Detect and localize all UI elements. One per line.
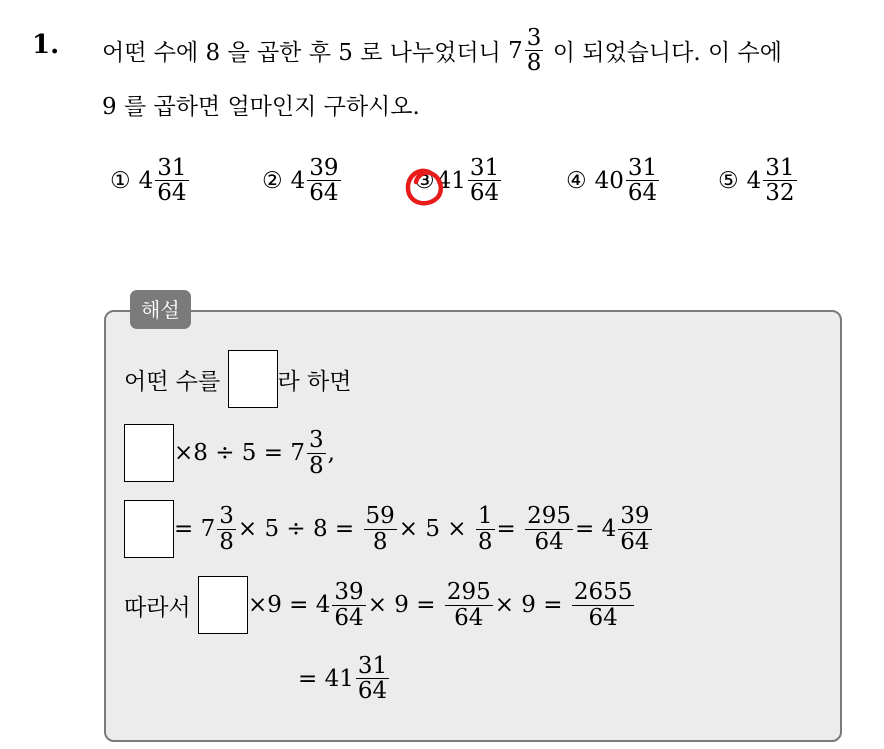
solution-text: 따라서 <box>124 594 191 621</box>
question-line-1 <box>102 26 782 75</box>
fraction-numerator: 39 <box>309 155 339 181</box>
unknown-box <box>124 424 174 482</box>
choice-1-whole: 4 <box>138 167 154 194</box>
choice-2-fraction <box>307 156 340 205</box>
solution-text: 라 하면 <box>277 368 352 395</box>
solution-fraction <box>307 428 326 477</box>
fraction-numerator: 31 <box>469 155 500 181</box>
solution-expr: × 9 = <box>494 592 563 618</box>
fraction-numerator: 2655 <box>573 579 633 606</box>
fraction-numerator: 59 <box>365 503 395 530</box>
fraction-denominator: 64 <box>357 678 388 705</box>
unknown-box <box>124 500 174 558</box>
fraction-denominator: 64 <box>157 180 187 207</box>
solution-fraction <box>217 504 236 553</box>
choice-4-fraction <box>626 156 659 205</box>
solution-line-3 <box>124 500 654 558</box>
answer-circle-mark <box>402 164 446 212</box>
fraction-denominator: 8 <box>526 50 542 77</box>
solution-expr: ×8 ÷ 5 = 7 <box>174 440 305 466</box>
choice-4-label: ④ <box>566 167 587 194</box>
fraction-denominator: 32 <box>765 180 795 207</box>
solution-fraction <box>364 504 397 553</box>
fraction-denominator: 64 <box>534 528 564 555</box>
question-text-end: 이 되었습니다. 이 수에 <box>552 40 782 67</box>
solution-tag: 해설 <box>130 290 191 329</box>
fraction-denominator: 8 <box>477 528 493 555</box>
solution-fraction <box>332 580 365 629</box>
question-fraction <box>525 26 544 75</box>
fraction-denominator: 8 <box>308 452 324 479</box>
choice-5-label: ⑤ <box>718 167 739 194</box>
solution-fraction <box>525 504 573 553</box>
solution-expr: ×9 = 4 <box>247 592 331 618</box>
solution-expr: × 9 = <box>367 592 436 618</box>
fraction-numerator: 31 <box>357 653 388 679</box>
fraction-denominator: 64 <box>334 604 364 631</box>
fraction-numerator: 3 <box>308 427 324 454</box>
solution-fraction <box>445 580 493 629</box>
choice-2-whole: 4 <box>290 167 306 194</box>
solution-expr: = 41 <box>298 665 354 692</box>
solution-line-1 <box>124 350 351 408</box>
solution-text: 어떤 수를 <box>124 368 221 395</box>
choice-4[interactable] <box>566 156 661 205</box>
fraction-denominator: 64 <box>588 604 618 631</box>
choice-2[interactable] <box>262 156 343 205</box>
fraction-denominator: 64 <box>627 180 658 207</box>
fraction-denominator: 64 <box>454 604 484 631</box>
solution-fraction <box>618 504 651 553</box>
solution-expr: = 7 <box>174 516 216 542</box>
question-mixed-whole: 7 <box>508 37 523 64</box>
fraction-numerator: 1 <box>477 503 493 530</box>
choice-2-label: ② <box>262 167 283 194</box>
question-line-2: 9 를 곱하면 얼마인지 구하시오. <box>102 94 420 120</box>
fraction-numerator: 295 <box>527 503 572 530</box>
solution-fraction <box>572 580 635 629</box>
solution-expr: × 5 × <box>398 516 467 542</box>
solution-fraction <box>476 504 495 553</box>
fraction-denominator: 64 <box>620 528 650 555</box>
unknown-box <box>198 576 248 634</box>
fraction-numerator: 39 <box>334 579 364 606</box>
fraction-denominator: 64 <box>469 180 500 207</box>
choice-1-fraction <box>155 156 188 205</box>
solution-expr: × 5 ÷ 8 = <box>237 516 355 542</box>
unknown-box <box>228 350 278 408</box>
choice-3-fraction <box>468 156 501 205</box>
fraction-numerator: 3 <box>526 25 542 51</box>
choice-3-label: ③ <box>414 167 435 194</box>
fraction-numerator: 31 <box>157 155 187 181</box>
fraction-numerator: 31 <box>627 155 658 181</box>
solution-line-4 <box>124 576 636 634</box>
solution-expr: = 4 <box>575 516 617 542</box>
solution-line-2 <box>124 424 335 482</box>
question-text-start: 어떤 수에 8 을 곱한 후 5 로 나누었더니 <box>102 40 501 67</box>
fraction-denominator: 64 <box>309 180 339 207</box>
fraction-numerator: 3 <box>219 503 234 530</box>
solution-expr: , <box>327 440 335 466</box>
choice-5-fraction <box>763 156 796 205</box>
choice-1-label: ① <box>110 167 131 194</box>
solution-expr: = <box>496 516 516 542</box>
choice-5[interactable] <box>718 156 799 205</box>
fraction-denominator: 8 <box>372 528 388 555</box>
choice-4-whole: 40 <box>594 167 624 194</box>
solution-fraction <box>356 654 389 703</box>
choice-1[interactable] <box>110 156 191 205</box>
solution-line-5 <box>298 654 391 703</box>
fraction-numerator: 295 <box>446 579 491 606</box>
choice-5-whole: 4 <box>746 167 762 194</box>
fraction-numerator: 39 <box>620 503 650 530</box>
choice-3-whole: 41 <box>436 167 466 194</box>
fraction-numerator: 31 <box>765 155 795 181</box>
fraction-denominator: 8 <box>219 528 234 555</box>
question-number: 1. <box>32 30 60 60</box>
